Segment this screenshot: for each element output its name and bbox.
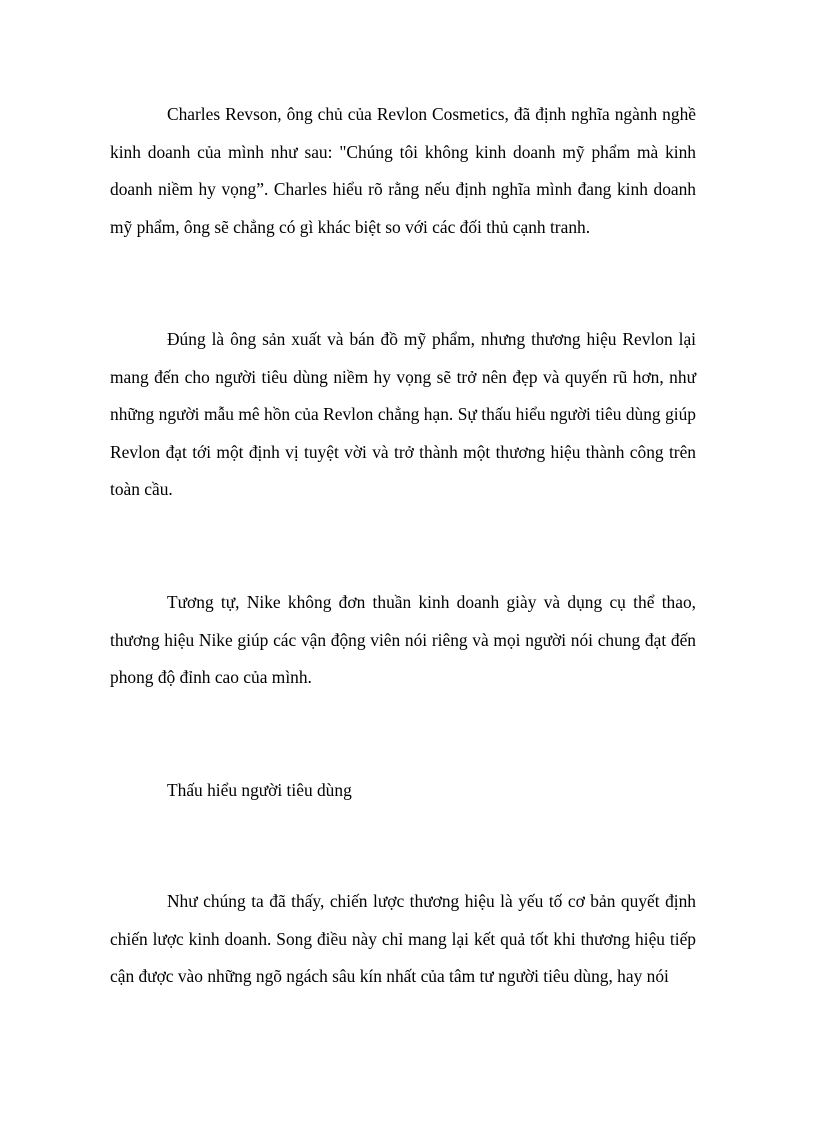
paragraph-revlon-intro: Charles Revson, ông chủ của Revlon Cosmetics, đã định nghĩa ngành nghề kinh doanh của mình như sau: "Chúng tôi không kinh doanh mỹ phẩm mà kinh doanh niềm hy vọng”. Charles hiểu rõ rằng nếu định nghĩa mình đang kinh doanh mỹ phẩm, ông sẽ chẳng có gì khác biệt so với các đối thủ cạnh tranh. xyxy=(110,104,696,237)
paragraph-nike: Tương tự, Nike không đơn thuần kinh doanh giày và dụng cụ thể thao, thương hiệu Nike giúp các vận động viên nói riêng và mọi người nói chung đạt đến phong độ đỉnh cao của mình. xyxy=(110,592,696,687)
paragraph-consumer-insight: Như chúng ta đã thấy, chiến lược thương hiệu là yếu tố cơ bản quyết định chiến lược kinh doanh. Song điều này chỉ mang lại kết quả tốt khi thương hiệu tiếp cận được vào những ngõ ngách sâu kín nhất của tâm tư người tiêu dùng, hay nói xyxy=(110,891,696,986)
paragraph-revlon-brand: Đúng là ông sản xuất và bán đồ mỹ phẩm, nhưng thương hiệu Revlon lại mang đến cho người tiêu dùng niềm hy vọng sẽ trở nên đẹp và quyến rũ hơn, như những người mẫu mê hồn của Revlon chẳng hạn. Sự thấu hiểu người tiêu dùng giúp Revlon đạt tới một định vị tuyệt vời và trở thành một thương hiệu thành công trên toàn cầu. xyxy=(110,329,696,499)
section-heading: Thấu hiểu người tiêu dùng xyxy=(167,780,352,800)
